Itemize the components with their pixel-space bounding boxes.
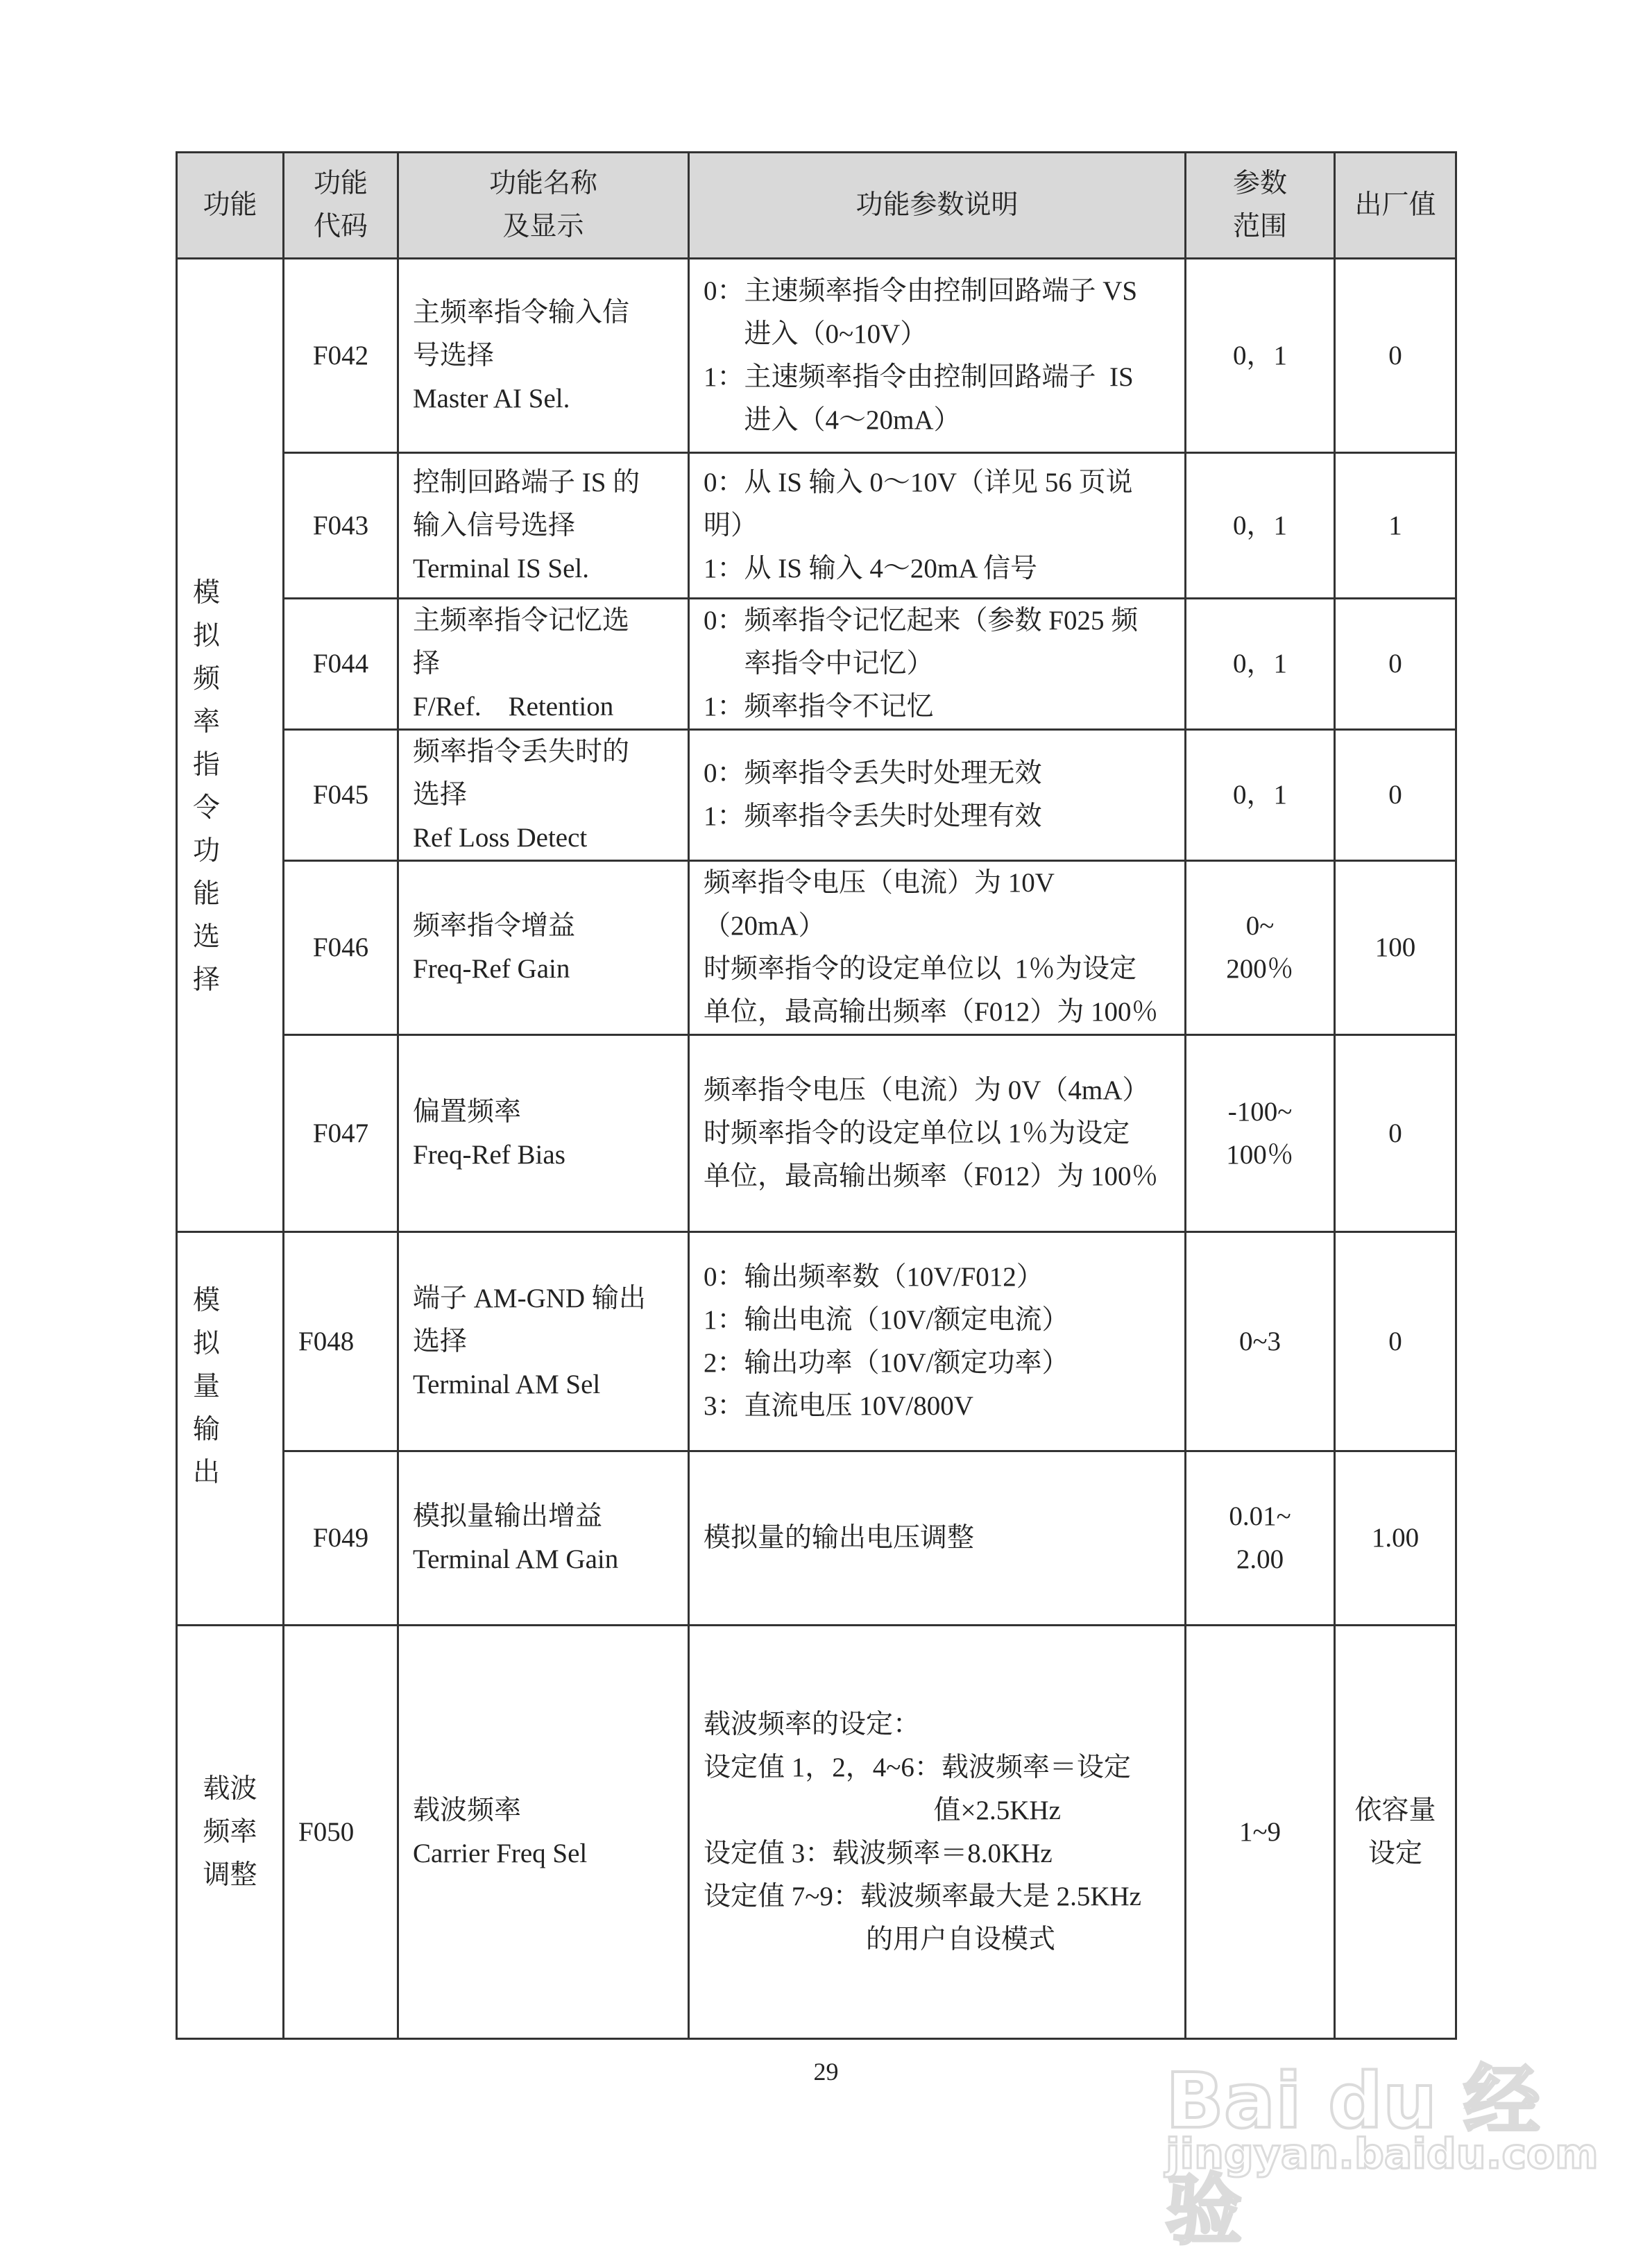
function-description: 频率指令电压（电流）为 10V（20mA） 时频率指令的设定单位以 1％为设定 单位，最高输出频率（F012）为 100％ [689, 861, 1186, 1035]
param-range: 0，1 [1186, 259, 1335, 453]
function-code: F046 [284, 861, 398, 1035]
function-code: F043 [284, 453, 398, 599]
param-range: 0，1 [1186, 599, 1335, 730]
table-row [177, 861, 1456, 1035]
default-value: 0 [1335, 1035, 1456, 1232]
watermark-logo: Bai du 经验 [1166, 2056, 1540, 2255]
param-range: 0~ 200％ [1186, 861, 1335, 1035]
default-value: 0 [1335, 259, 1456, 453]
watermark-url: jingyan.baidu.com [1166, 2130, 1599, 2179]
table-row [177, 259, 1456, 453]
table-row [177, 1451, 1456, 1626]
table-header-row [177, 153, 1456, 259]
param-range: 0~3 [1186, 1232, 1335, 1451]
table-row [177, 730, 1456, 861]
function-description: 0：频率指令丢失时处理无效 1：频率指令丢失时处理有效 [689, 730, 1186, 861]
param-range: 0.01~ 2.00 [1186, 1451, 1335, 1626]
header-function: 功能 [177, 153, 284, 259]
function-code: F044 [284, 599, 398, 730]
function-code: F047 [284, 1035, 398, 1232]
function-description: 0：从 IS 输入 0～10V（详见 56 页说 明） 1：从 IS 输入 4～20mA 信号 [689, 453, 1186, 599]
header-range: 参数 范围 [1186, 153, 1335, 259]
table-row [177, 1626, 1456, 2039]
table-row [177, 1232, 1456, 1451]
function-code: F045 [284, 730, 398, 861]
function-description: 0：主速频率指令由控制回路端子 VS 进入（0~10V） 1：主速频率指令由控制回路端子 IS 进入（4～20mA） [689, 259, 1186, 453]
group-label: 载波 频率 调整 [177, 1626, 284, 2039]
function-code: F048 [284, 1232, 398, 1451]
function-name: 频率指令丢失时的 选择 Ref Loss Detect [398, 730, 689, 861]
default-value: 0 [1335, 1232, 1456, 1451]
function-code: F049 [284, 1451, 398, 1626]
header-code: 功能 代码 [284, 153, 398, 259]
parameter-table [176, 151, 1457, 2040]
header-description: 功能参数说明 [689, 153, 1186, 259]
function-description: 载波频率的设定： 设定值 1，2，4~6：载波频率＝设定 值×2.5KHz 设定值 3：载波频率＝8.0KHz 设定值 7~9：载波频率最大是 2.5KHz 的用户自设模式 [689, 1626, 1186, 2039]
table-row [177, 599, 1456, 730]
table-row [177, 1035, 1456, 1232]
function-description: 0：输出频率数（10V/F012） 1：输出电流（10V/额定电流） 2：输出功率（10V/额定功率） 3：直流电压 10V/800V [689, 1232, 1186, 1451]
page-number: 29 [813, 2058, 839, 2086]
default-value: 0 [1335, 599, 1456, 730]
group-label: 模拟 量输 出 [177, 1232, 284, 1626]
param-range: 0，1 [1186, 453, 1335, 599]
default-value: 0 [1335, 730, 1456, 861]
default-value: 1.00 [1335, 1451, 1456, 1626]
default-value: 1 [1335, 453, 1456, 599]
param-range: 1~9 [1186, 1626, 1335, 2039]
function-name: 端子 AM-GND 输出 选择 Terminal AM Sel [398, 1232, 689, 1451]
function-name: 模拟量输出增益 Terminal AM Gain [398, 1451, 689, 1626]
param-range: -100~ 100％ [1186, 1035, 1335, 1232]
header-default: 出厂值 [1335, 153, 1456, 259]
param-range: 0，1 [1186, 730, 1335, 861]
function-name: 主频率指令输入信 号选择 Master AI Sel. [398, 259, 689, 453]
header-name: 功能名称 及显示 [398, 153, 689, 259]
function-name: 偏置频率 Freq-Ref Bias [398, 1035, 689, 1232]
default-value: 100 [1335, 861, 1456, 1035]
table-row [177, 453, 1456, 599]
function-description: 模拟量的输出电压调整 [689, 1451, 1186, 1626]
function-name: 频率指令增益 Freq-Ref Gain [398, 861, 689, 1035]
function-name: 载波频率 Carrier Freq Sel [398, 1626, 689, 2039]
function-name: 主频率指令记忆选 择 F/Ref. Retention [398, 599, 689, 730]
function-name: 控制回路端子 IS 的 输入信号选择 Terminal IS Sel. [398, 453, 689, 599]
default-value: 依容量 设定 [1335, 1626, 1456, 2039]
function-description: 0：频率指令记忆起来（参数 F025 频 率指令中记忆） 1：频率指令不记忆 [689, 599, 1186, 730]
function-description: 频率指令电压（电流）为 0V（4mA） 时频率指令的设定单位以 1％为设定 单位，最高输出频率（F012）为 100％ [689, 1035, 1186, 1232]
function-code: F042 [284, 259, 398, 453]
function-code: F050 [284, 1626, 398, 2039]
group-label: 模拟 频率 指令 功能 选择 [177, 259, 284, 1232]
